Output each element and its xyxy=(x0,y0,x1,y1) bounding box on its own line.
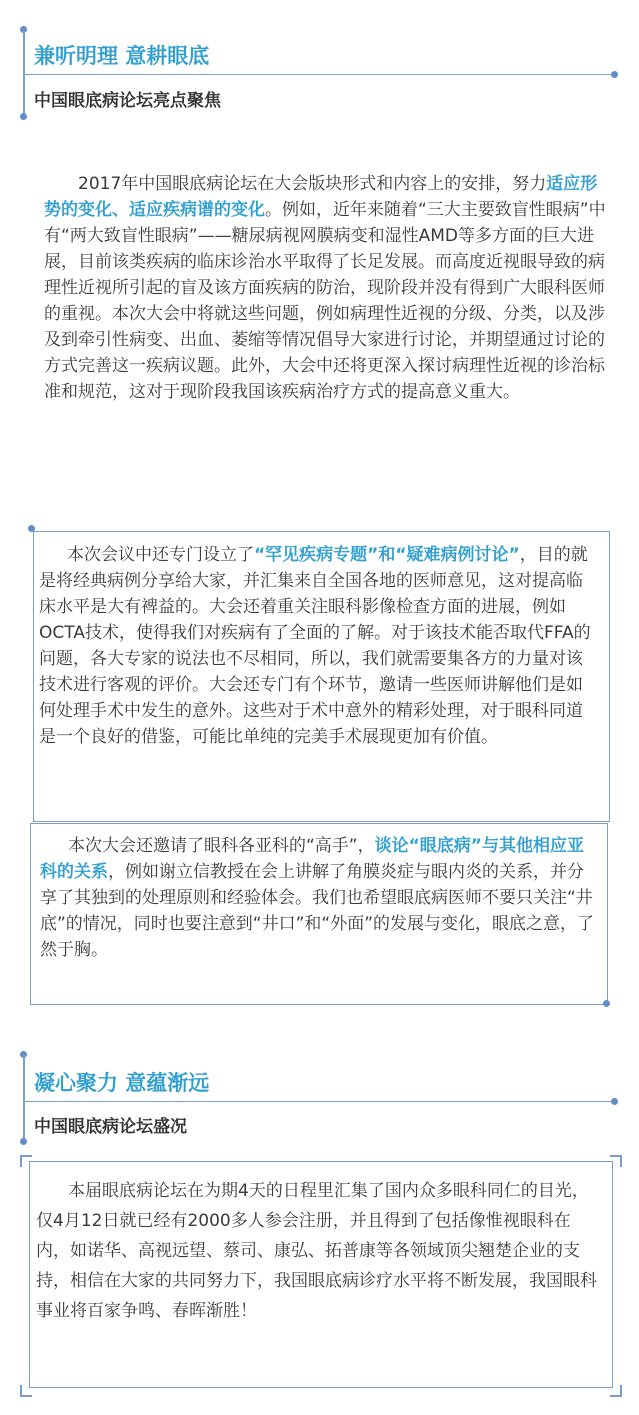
decor-dot-s1-bottom xyxy=(20,113,27,120)
section2-subtitle: 中国眼底病论坛盛况 xyxy=(34,1117,187,1137)
sub-text-b: ，例如谢立信教授在会上讲解了角膜炎症与眼内炎的关系，并分享了其独到的处理原则和经验体会。我们也希望眼底病医师不要只关注“井底”的情况，同时也要注意到“井口”和“外面”的发展与变化，眼底之意，了然于胸。 xyxy=(40,862,595,960)
decor-hline-s1 xyxy=(24,74,614,75)
bracket-top-left-v xyxy=(20,1155,22,1167)
rare-highlight: “罕见疾病专题”和“疑难病例讨论” xyxy=(254,545,520,565)
section2-title: 凝心聚力 意蕴渐远 xyxy=(34,1071,210,1095)
decor-hline-s2 xyxy=(24,1101,614,1102)
decor-vline-s2 xyxy=(23,1055,25,1141)
decor-dot-s1-right xyxy=(611,71,618,78)
section1-subtitle: 中国眼底病论坛亮点聚焦 xyxy=(34,91,221,111)
forum-status-paragraph: 本届眼底病论坛在为期4天的日程里汇集了国内众多眼科同仁的目光，仅4月12日就已经有2000多人参会注册，并且得到了包括像惟视眼科在内，如诺华、高视远望、蔡司、康弘、拓普康等各领域顶尖翘楚企业的支持，相信在大家的共同努力下，我国眼底病诊疗水平将不断发展，我国眼科事业将百家争鸣、春晖渐胜！ xyxy=(36,1181,597,1321)
intro-highlight: 适应形势的变化、适应疾病谱的变化 xyxy=(44,174,598,220)
bracket-top-right-v xyxy=(620,1155,622,1167)
decor-vline-s1 xyxy=(23,30,25,116)
sub-highlight: 谈论“眼底病”与其他相应亚科的关系 xyxy=(40,836,584,882)
rare-disease-paragraph xyxy=(39,542,597,750)
decor-dot-box2 xyxy=(28,525,35,532)
section1-title: 兼听明理 意耕眼底 xyxy=(34,44,210,68)
intro-text-b: 。例如，近年来随着“三大主要致盲性眼病”中有“两大致盲性眼病”——糖尿病视网膜病变和湿性AMD等多方面的巨大进展，目前该类疾病的临床诊治水平取得了长足发展。而高度近视眼导致的病理性近视所引起的盲及该方面疾病的防治，现阶段并没有得到广大眼科医师的重视。本次大会中将就这些问题，例如病理性近视的分级、分类，以及涉及到牵引性病变、出血、萎缩等情况倡导大家进行讨论，并期望通过讨论的方式完善这一疾病议题。此外，大会中还将更深入探讨病理性近视的诊治标准和规范，这对于现阶段我国该疾病治疗方式的提高意义重大。 xyxy=(44,200,606,402)
decor-dot-s2-bottom xyxy=(20,1138,27,1145)
sub-text-a: 本次大会还邀请了眼科各亚科的“高手”， xyxy=(68,836,375,856)
intro-paragraph xyxy=(44,171,610,405)
bracket-bottom-left-v xyxy=(20,1385,22,1397)
decor-dot-box3 xyxy=(603,1000,610,1007)
rare-text-b: ，目的就是将经典病例分享给大家，并汇集来自全国各地的医师意见，这对提高临床水平是大有裨益的。大会还着重关注眼科影像检查方面的进展，例如OCTA技术，使得我们对疾病有了全面的了解。对于该技术能否取代FFA的问题，各大专家的说法也不尽相同，所以，我们就需要集各方的力量对该技术进行客观的评价。大会还专门有个环节，邀请一些医师讲解他们是如何处理手术中发生的意外。这些对于术中意外的精彩处理，对于眼科同道是一个良好的借鉴，可能比单纯的完美手术展现更加有价值。 xyxy=(39,545,591,747)
decor-dot-s2-right xyxy=(611,1098,618,1105)
rare-text-a: 本次会议中还专门设立了 xyxy=(67,545,254,565)
intro-text-a: 2017年中国眼底病论坛在大会版块形式和内容上的安排，努力 xyxy=(78,174,547,194)
bracket-bottom-right-v xyxy=(620,1385,622,1397)
subspecialty-paragraph xyxy=(40,833,596,963)
